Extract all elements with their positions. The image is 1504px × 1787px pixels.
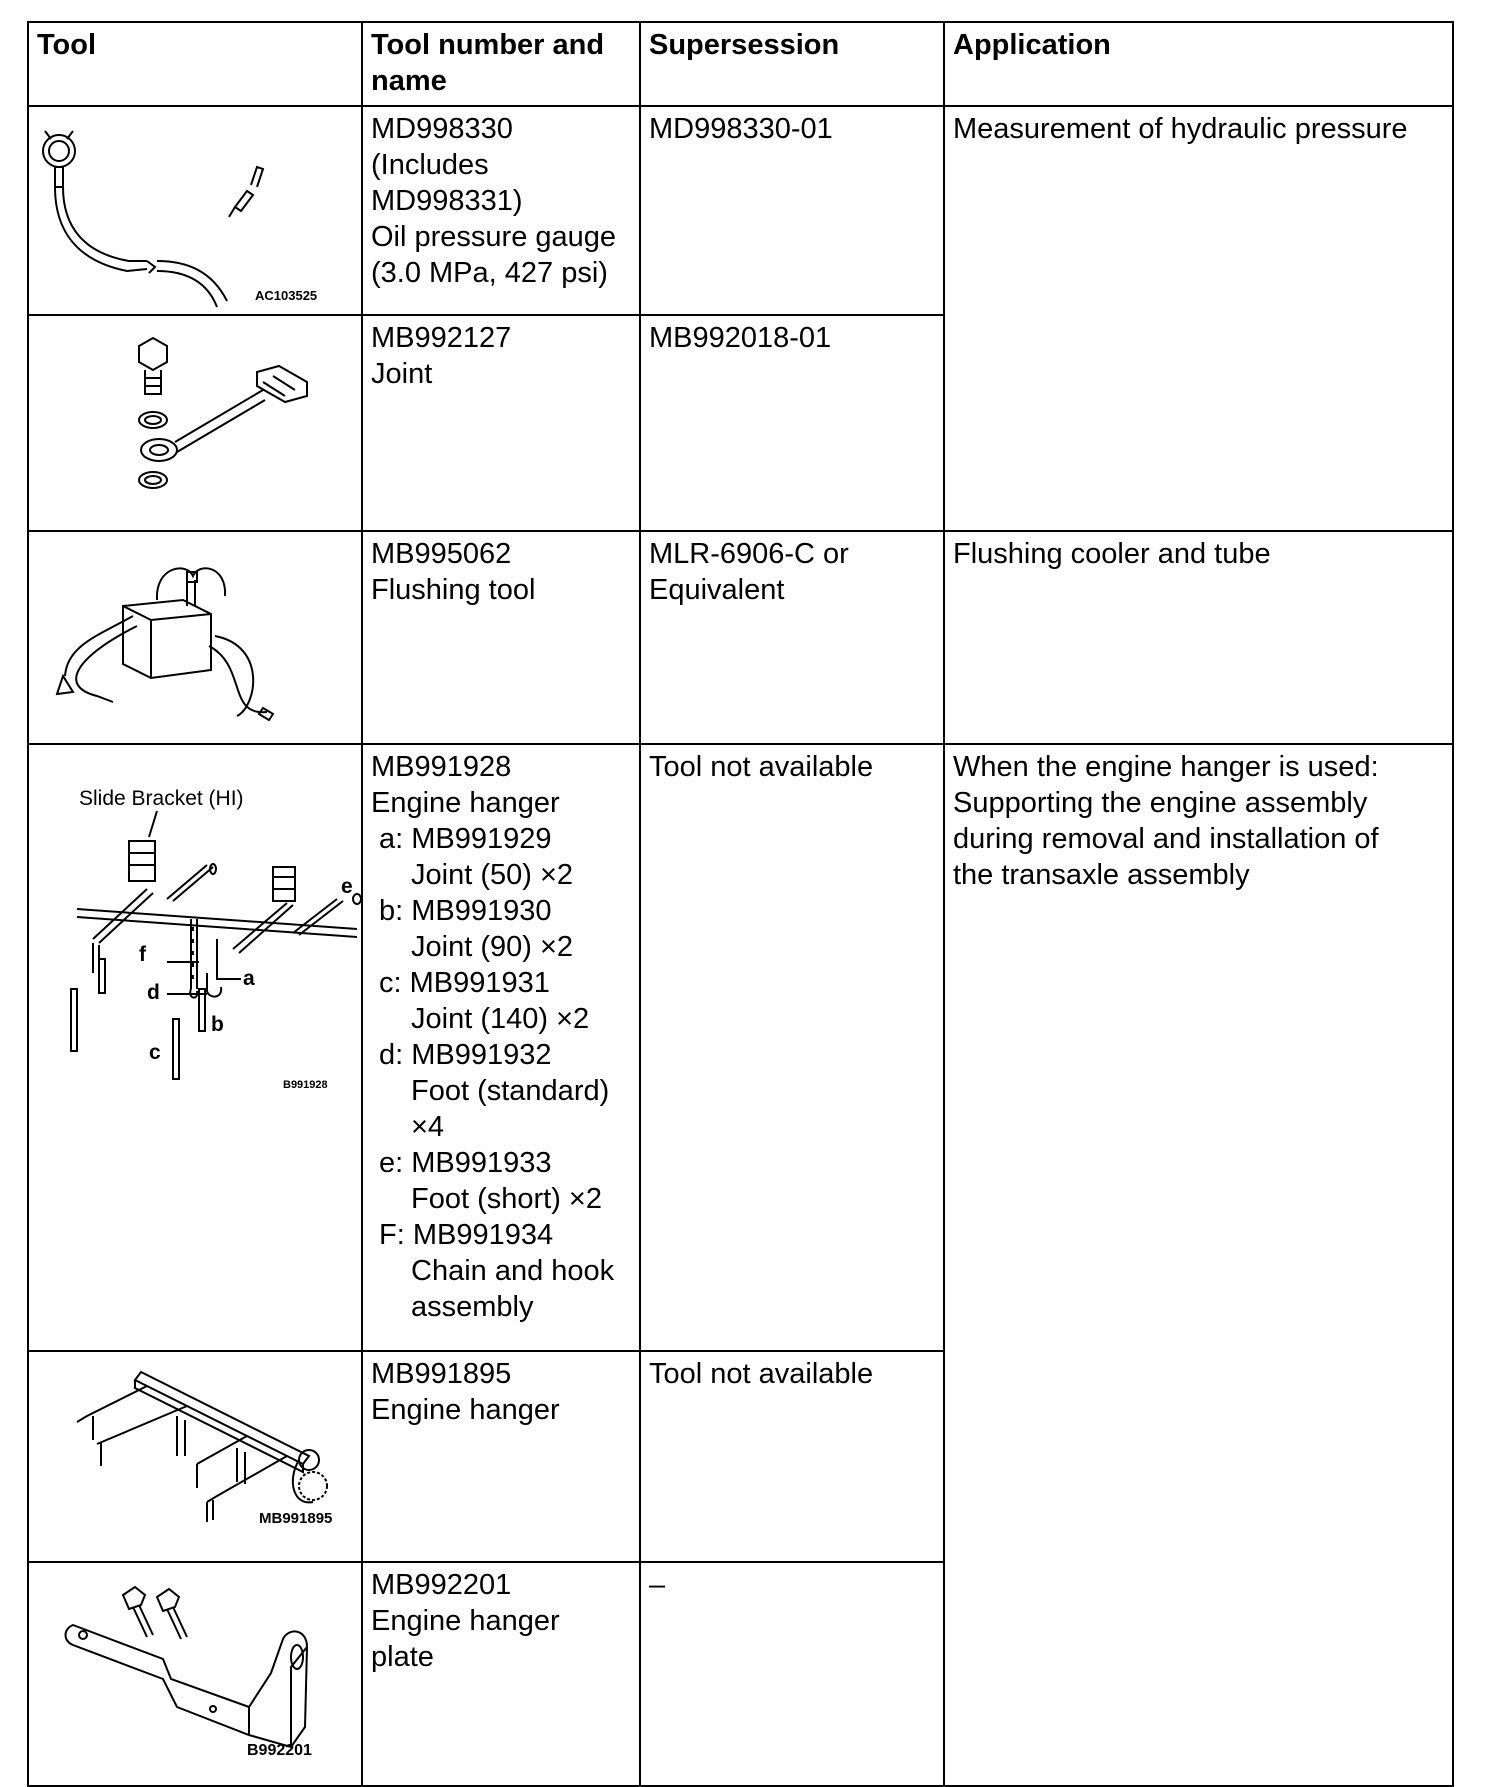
tool-number-name-cell <box>362 315 640 531</box>
joint-fitting-icon <box>37 320 371 526</box>
sub-item-number: a: MB991929 <box>379 823 552 855</box>
image-letter: d <box>147 981 160 1004</box>
tool-number: MB992127 <box>371 322 512 354</box>
header-tool-number-name: Tool number and name <box>362 22 640 106</box>
tool-number-name-cell <box>362 531 640 744</box>
image-letter: b <box>211 1013 224 1036</box>
tool-image-cell <box>28 531 362 744</box>
tool-name-line: plate <box>371 1641 434 1673</box>
tool-number-name-cell <box>362 1351 640 1562</box>
supersession-line: Equivalent <box>649 574 785 606</box>
tool-number: MB991928 <box>371 751 512 783</box>
sub-item-detail: Joint (140) ×2 <box>411 1003 590 1035</box>
image-callout-label: Slide Bracket (HI) <box>79 787 244 810</box>
header-supersession: Supersession <box>640 22 944 106</box>
tool-image-caption: AC103525 <box>255 288 318 303</box>
tool-image-caption: B992201 <box>247 1742 312 1759</box>
tool-image-cell <box>28 744 362 1351</box>
tool-number: MD998330 <box>371 113 513 145</box>
sub-item-detail: ×4 <box>411 1111 445 1143</box>
header-application: Application <box>944 22 1453 106</box>
sub-item-number: d: MB991932 <box>379 1039 552 1071</box>
tool-name-line: Oil pressure gauge <box>371 221 617 253</box>
sub-item-detail: Joint (90) ×2 <box>411 931 574 963</box>
tool-image-caption: B991928 <box>283 1079 328 1091</box>
tool-image-cell <box>28 1351 362 1562</box>
tool-number: MB991895 <box>371 1358 512 1390</box>
engine-hanger-plate-icon <box>37 1567 371 1781</box>
sub-item-number: b: MB991930 <box>379 895 552 927</box>
flushing-tool-icon <box>37 536 371 739</box>
sub-item-detail: Foot (short) ×2 <box>411 1183 602 1215</box>
sub-item-detail: Foot (standard) <box>411 1075 610 1107</box>
image-letter: f <box>139 943 146 966</box>
sub-item-detail: Chain and hook <box>411 1255 615 1287</box>
tool-name-line: (3.0 MPa, 427 psi) <box>371 257 608 289</box>
sub-item-number: c: MB991931 <box>379 967 550 999</box>
tool-number: MB995062 <box>371 538 512 570</box>
image-letter: c <box>149 1041 161 1064</box>
application-cell <box>944 744 1453 1786</box>
table-row <box>28 744 1453 1351</box>
tool-number-name-cell <box>362 106 640 315</box>
application-line: the transaxle assembly <box>953 859 1250 891</box>
tool-name-line: Flushing tool <box>371 574 536 606</box>
tool-name-line: Joint <box>371 358 433 390</box>
application-line: Supporting the engine assembly <box>953 787 1368 819</box>
tool-name-line: MD998331) <box>371 185 523 217</box>
sub-item-number: e: MB991933 <box>379 1147 552 1179</box>
application-line: When the engine hanger is used: <box>953 751 1379 783</box>
tool-name-line: (Includes <box>371 149 489 181</box>
tool-image-cell <box>28 315 362 531</box>
tool-name-line: Engine hanger <box>371 1605 560 1637</box>
table-row <box>28 106 1453 315</box>
sub-item-detail: assembly <box>411 1291 534 1323</box>
application-cell: Flushing cooler and tube <box>944 531 1453 744</box>
sub-item-detail: Joint (50) ×2 <box>411 859 574 891</box>
application-line: during removal and installation of <box>953 823 1379 855</box>
tool-image-cell <box>28 1562 362 1786</box>
header-row <box>28 22 1453 106</box>
tool-number-name-cell <box>362 1562 640 1786</box>
supersession-cell: – <box>640 1562 944 1786</box>
special-tools-table <box>27 21 1454 1787</box>
oil-pressure-gauge-icon <box>37 111 371 310</box>
tool-name-line: Engine hanger <box>371 1394 560 1426</box>
engine-hanger-icon <box>37 749 371 1346</box>
supersession-cell: Tool not available <box>640 1351 944 1562</box>
tool-number: MB992201 <box>371 1569 512 1601</box>
tool-number-name-cell <box>362 744 640 1351</box>
tool-image-caption: MB991895 <box>259 1510 333 1527</box>
table-row <box>28 531 1453 744</box>
sub-item-number: F: MB991934 <box>379 1219 554 1251</box>
supersession-line: MLR-6906-C or <box>649 538 849 570</box>
tool-name-line: Engine hanger <box>371 787 560 819</box>
supersession-cell: Tool not available <box>640 744 944 1351</box>
application-cell: Measurement of hydraulic pressure <box>944 106 1453 531</box>
supersession-cell: MD998330-01 <box>640 106 944 315</box>
supersession-cell <box>640 531 944 744</box>
image-letter: e <box>341 875 353 898</box>
header-tool: Tool <box>28 22 362 106</box>
image-letter: a <box>243 967 255 990</box>
tool-image-cell <box>28 106 362 315</box>
supersession-cell: MB992018-01 <box>640 315 944 531</box>
engine-hanger-bar-icon <box>37 1356 371 1557</box>
